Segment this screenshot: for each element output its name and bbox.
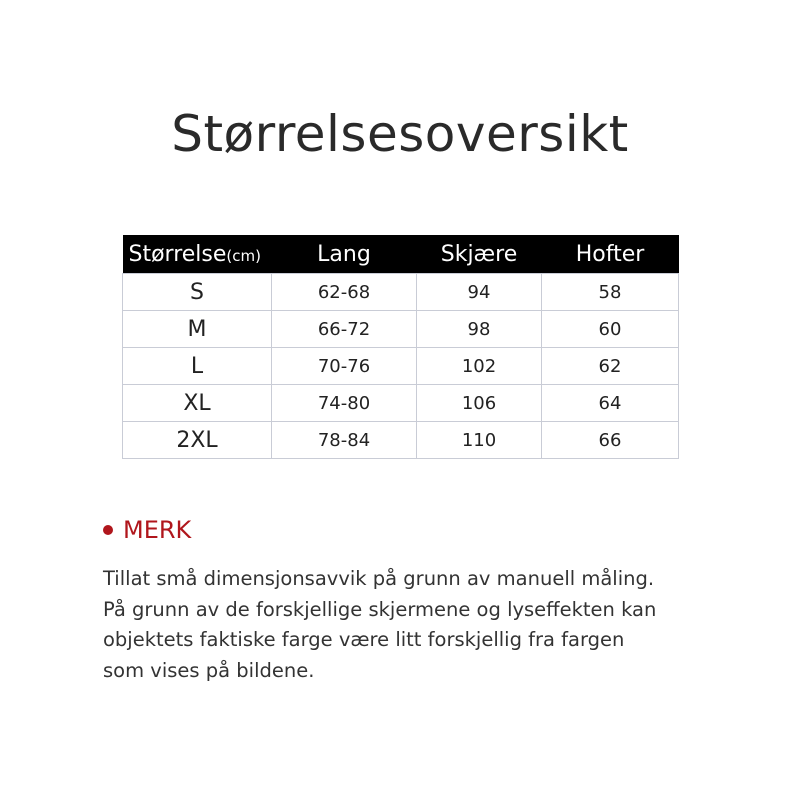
length-cell: 74-80 bbox=[272, 385, 417, 422]
hips-cell: 62 bbox=[542, 348, 679, 385]
table-row bbox=[123, 348, 679, 385]
size-cell: 2XL bbox=[123, 422, 272, 459]
size-cell: L bbox=[123, 348, 272, 385]
length-cell: 70-76 bbox=[272, 348, 417, 385]
length-cell: 78-84 bbox=[272, 422, 417, 459]
note-line: Tillat små dimensjonsavvik på grunn av manuell måling. bbox=[103, 567, 655, 590]
note-line: objektets faktiske farge være litt forskjellig fra fargen bbox=[103, 628, 625, 651]
waist-cell: 110 bbox=[417, 422, 542, 459]
table-row bbox=[123, 422, 679, 459]
header-hips: Hofter bbox=[542, 235, 679, 274]
note-line: som vises på bildene. bbox=[103, 658, 315, 682]
hips-cell: 58 bbox=[542, 274, 679, 311]
waist-cell: 106 bbox=[417, 385, 542, 422]
length-cell: 62-68 bbox=[272, 274, 417, 311]
size-cell: M bbox=[123, 311, 272, 348]
size-cell: S bbox=[123, 274, 272, 311]
header-size: Størrelse(cm) bbox=[123, 235, 272, 274]
page-title: Størrelsesoversikt bbox=[171, 105, 629, 163]
table-row bbox=[123, 274, 679, 311]
note-heading bbox=[103, 516, 656, 544]
size-cell: XL bbox=[123, 385, 272, 422]
waist-cell: 102 bbox=[417, 348, 542, 385]
note-heading-label: MERK bbox=[123, 516, 192, 544]
size-chart-table bbox=[122, 235, 679, 459]
hips-cell: 60 bbox=[542, 311, 679, 348]
hips-cell: 66 bbox=[542, 422, 679, 459]
bullet-dot-icon bbox=[103, 525, 113, 535]
header-length: Lang bbox=[272, 235, 417, 274]
hips-cell: 64 bbox=[542, 385, 679, 422]
waist-cell: 98 bbox=[417, 311, 542, 348]
length-cell: 66-72 bbox=[272, 311, 417, 348]
table-row bbox=[123, 385, 679, 422]
header-waist: Skjære bbox=[417, 235, 542, 274]
table-header-row bbox=[123, 235, 679, 274]
table-row bbox=[123, 311, 679, 348]
waist-cell: 94 bbox=[417, 274, 542, 311]
note-section bbox=[103, 516, 656, 686]
note-line: På grunn av de forskjellige skjermene og lyseffekten kan bbox=[103, 597, 657, 621]
note-text bbox=[103, 564, 656, 686]
